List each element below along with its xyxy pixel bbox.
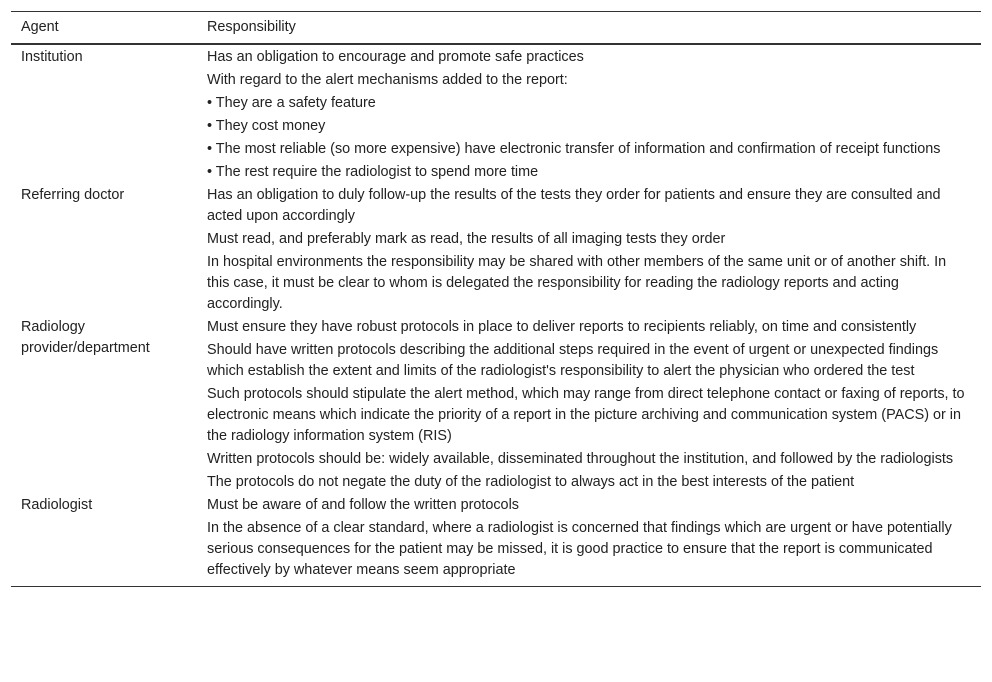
header-responsibility: Responsibility	[197, 12, 981, 45]
responsibility-line: The protocols do not negate the duty of the radiologist to always act in the best interests of the patient	[207, 474, 855, 490]
responsibility-line: Has an obligation to encourage and promote safe practices	[207, 49, 584, 65]
responsibility-line: In hospital environments the responsibility may be shared with other members of the same unit or of another shift. In this case, it must be clear to whom is delegated the responsibility for reading the radiology reports and acting accordingly.	[207, 254, 947, 312]
responsibility-line: Should have written protocols describing the additional steps required in the event of urgent or unexpected findings which establish the extent and limits of the radiologist's responsibility to alert the physician who ordered the test	[207, 342, 939, 379]
table-header	[11, 12, 981, 45]
responsibility-cell	[197, 317, 981, 495]
responsibility-line: • The rest require the radiologist to spend more time	[207, 164, 539, 180]
responsibility-line: Has an obligation to duly follow-up the results of the tests they order for patients and ensure they are consulted and acted upon accordingly	[207, 187, 941, 224]
agent-cell: Referring doctor	[21, 187, 125, 203]
responsibility-line: In the absence of a clear standard, where a radiologist is concerned that findings which are urgent or have potentially serious consequences for the patient may be missed, it is good practice to ensure that the report is communicated effectively by whatever means seem appropriate	[207, 520, 952, 578]
agent-cell: Radiology provider/department	[21, 319, 150, 356]
table-row	[11, 185, 981, 317]
agent-cell: Institution	[21, 49, 83, 65]
responsibility-line: Such protocols should stipulate the alert method, which may range from direct telephone contact or faxing of reports, to electronic means which indicate the priority of a report in the picture archiving and communication system (PACS) or in the radiology information system (RIS)	[207, 386, 965, 444]
header-row	[11, 12, 981, 45]
responsibility-table	[11, 11, 981, 587]
responsibility-line: Must read, and preferably mark as read, the results of all imaging tests they order	[207, 231, 726, 247]
header-agent: Agent	[11, 12, 197, 45]
responsibility-line: Written protocols should be: widely available, disseminated throughout the institution, and followed by the radiologists	[207, 451, 954, 467]
agent-cell: Radiologist	[11, 495, 197, 587]
responsibility-line: • The most reliable (so more expensive) have electronic transfer of information and confirmation of receipt functions	[207, 141, 941, 157]
responsibility-line: Must be aware of and follow the written protocols	[207, 497, 519, 513]
responsibility-cell	[197, 185, 981, 317]
responsibility-line: With regard to the alert mechanisms added to the report:	[207, 72, 568, 88]
responsibility-line: • They cost money	[207, 118, 326, 134]
responsibility-line: Must ensure they have robust protocols in place to deliver reports to recipients reliably, on time and consistently	[207, 319, 917, 335]
table-row	[11, 317, 981, 495]
responsibility-line: • They are a safety feature	[207, 95, 376, 111]
responsibility-table-container	[11, 11, 981, 587]
table-row	[11, 495, 981, 587]
table-row	[11, 44, 981, 185]
responsibility-cell	[197, 495, 981, 587]
responsibility-cell	[197, 44, 981, 185]
table-body	[11, 44, 981, 587]
